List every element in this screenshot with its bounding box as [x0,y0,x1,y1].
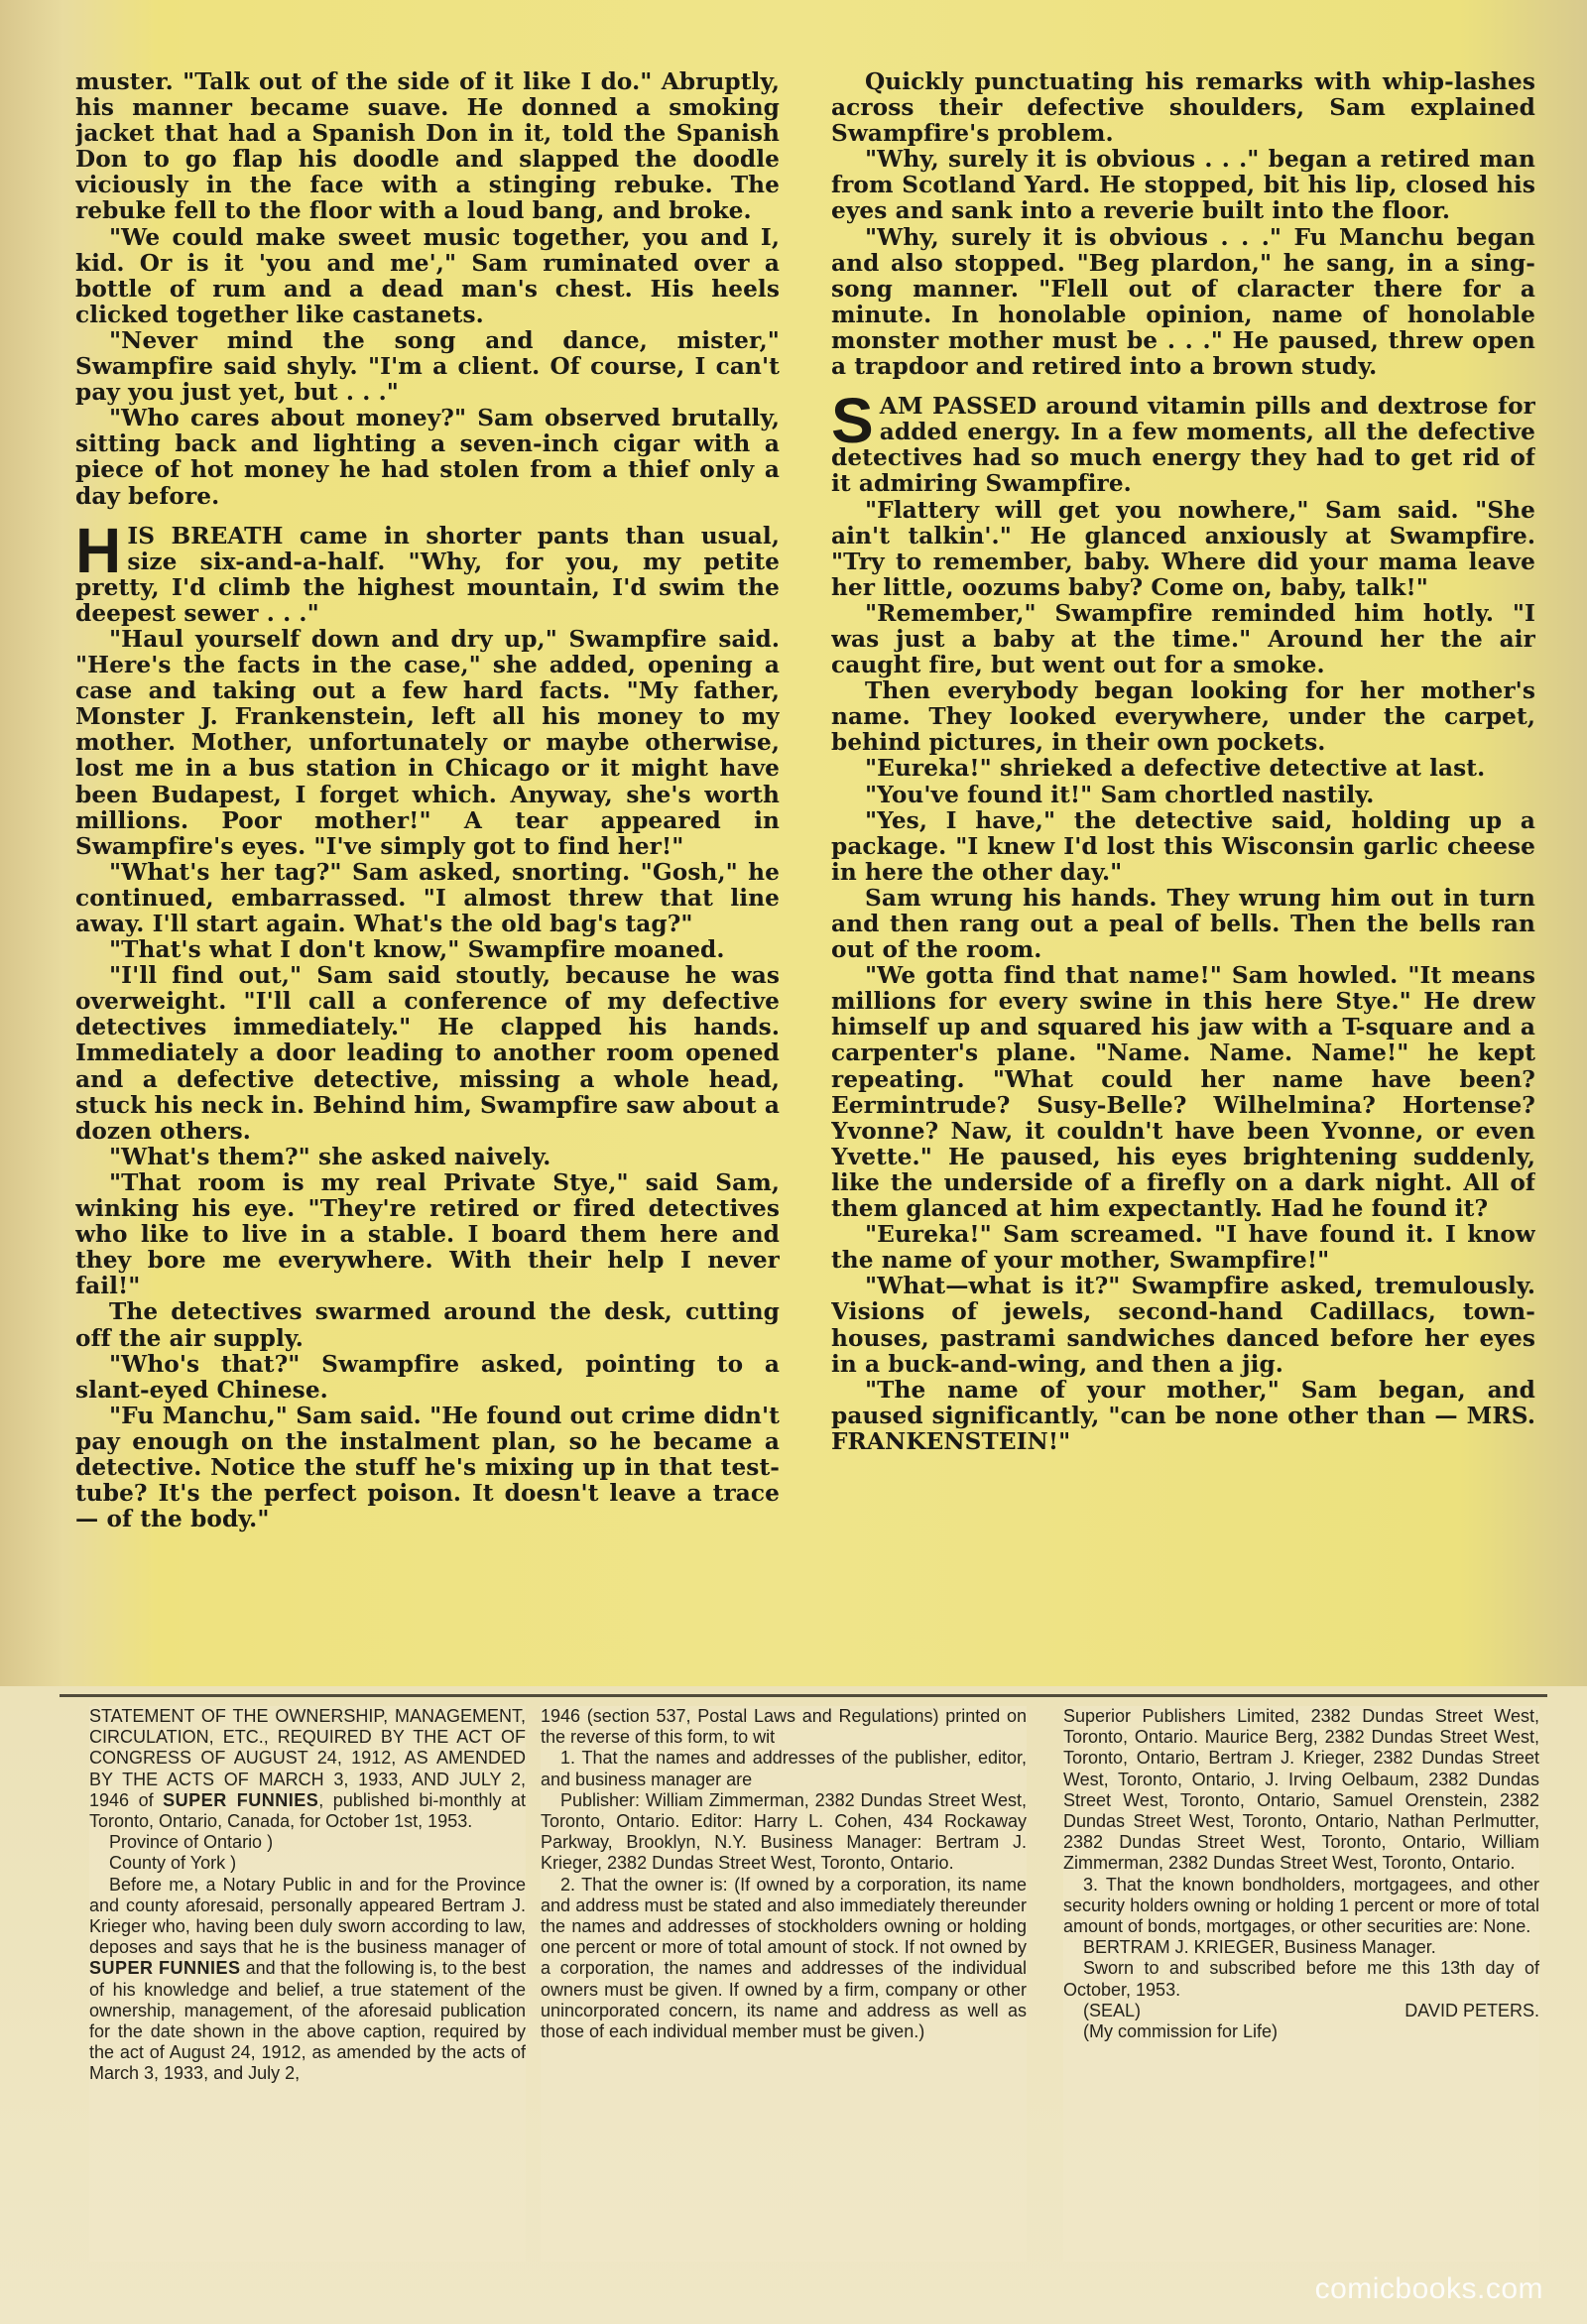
paragraph: "What's her tag?" Sam asked, snorting. "Gosh," he continued, embarrassed. "I almost threw that line away. I'll start again. What's the old bag's tag?" [75,858,780,937]
paragraph: Then everybody began looking for her mother's name. They looked everywhere, under the carpet, behind pictures, in their own pockets. [831,677,1535,757]
ownership-statement-column-2 [541,1706,1027,2262]
paragraph: "Why, surely it is obvious . . ." began a retired man from Scotland Yard. He stopped, bit his lip, closed his eyes and sank into a reverie built into the floor. [831,146,1535,225]
seal-line [1063,2001,1539,2021]
province-line: Province of Ontario ) [109,1832,274,1853]
statement-paragraph: 3. That the known bondholders, mortgagees, and other security holders owning or holding 1 percent or more of total amount of bonds, mortgages, or other securities are: None. [1063,1874,1539,1937]
paragraph: "Haul yourself down and dry up," Swampfire said. "Here's the facts in the case," she added, opening a case and taking out a few hard facts. "My father, Monster J. Frankenstein, left all his money to my mother. Mother, unfortunately or maybe otherwise, lost me in a bus station in Chicago or it might have been Budapest, I forget which. Anyway, she's worth millions. Poor mother!" A tear appeared in Swampfire's eyes. "I've simply got to find her!" [75,625,780,860]
paragraph: "Flattery will get you nowhere," Sam said. "She ain't talkin'." He glanced anxiously at Swampfire. "Try to remember, baby. Where did your mama leave her little, oozums baby? Come on, baby, talk!" [831,496,1535,601]
story-column-right [831,69,1535,1686]
publication-title: SUPER FUNNIES [163,1789,319,1810]
paragraph: "Why, surely it is obvious . . ." Fu Manchu began and also stopped. "Beg plardon," he sang, in a sing-song manner. "Flell out of claracter there for a minute. In honolable opinion, name of honolable monster mother must be . . ." He paused, threw open a trapdoor and retired into a brown study. [831,223,1535,381]
paragraph: "I'll find out," Sam said stoutly, because he was overweight. "I'll call a conference of my defective detectives immediately." He clapped his hands. Immediately a door leading to another room opened and a defective detective, missing a whole head, stuck his neck in. Behind him, Swampfire saw about a dozen others. [75,962,780,1145]
paragraph: "Remember," Swampfire reminded him hotly. "I was just a baby at the time." Around her the air caught fire, but went out for a smoke. [831,599,1535,679]
signature-line: BERTRAM J. KRIEGER, Business Manager. [1083,1937,1436,1958]
paragraph: "Eureka!" Sam screamed. "I have found it. I know the name of your mother, Swampfire!" [831,1221,1535,1275]
statement-paragraph: Publisher: William Zimmerman, 2382 Dundas Street West, Toronto, Ontario. Editor: Harry L. Cohen, 434 Rockaway Parkway, Brooklyn, N.Y. Business Manager: Bertram J. Krieger, 2382 Dundas Street West, Toronto, Ontario. [541,1789,1027,1874]
statement-paragraph [89,1875,526,2085]
ownership-statement-column-1 [89,1706,526,2262]
paragraph: "Who cares about money?" Sam observed brutally, sitting back and lighting a seven-inch cigar with a piece of hot money he had stolen from a thief only a day before. [75,405,780,510]
commission-line: (My commission for Life) [1083,2021,1279,2042]
paragraph-text: IS BREATH came in shorter pants than usual, size six-and-a-half. "Why, for you, my petite pretty, I'd climb the highest mountain, I'd swim the deepest sewer . . ." [75,522,780,627]
statement-paragraph: 1. That the names and addresses of the publisher, editor, and business manager are [541,1748,1027,1789]
site-watermark: comicbooks.com [1314,2272,1543,2305]
section-start-paragraph [75,514,780,627]
paragraph: "Eureka!" shrieked a defective detective at last. [865,755,1486,783]
paragraph: Quickly punctuating his remarks with whip-lashes across their defective shoulders, Sam explained Swampfire's problem. [831,69,1535,148]
statement-heading-text: STATEMENT OF THE OWNERSHIP, MANAGEMENT, CIRCULATION, ETC., REQUIRED BY THE ACT OF CONGRESS OF AUGUST 24, 1912, AS AMENDED BY THE ACTS OF MARCH 3, 1933, AND JULY 2, 1946 of [89,1706,526,1810]
paragraph: "Yes, I have," the detective said, holding up a package. "I knew I'd lost this Wisconsin garlic cheese in here the other day." [831,806,1535,886]
divider [60,1694,1547,1697]
paragraph-text: AM PASSED around vitamin pills and dextrose for added energy. In a few moments, all the defective detectives had so much energy they had to get rid of it admiring Swampfire. [831,393,1535,498]
paragraph: "We could make sweet music together, you and I, kid. Or is it 'you and me'," Sam ruminated over a bottle of rum and a dead man's chest. His heels clicked together like castanets. [75,223,780,328]
statement-text: and that the following is, to the best of his knowledge and belief, a true statement of the ownership, management, of the aforesaid publication for the date shown in the above caption, required by the act of August 24, 1912, as amended by the acts of March 3, 1933, and July 2, [89,1958,526,2084]
paragraph: "That's what I don't know," Swampfire moaned. [109,936,725,964]
paragraph: "Fu Manchu," Sam said. "He found out crime didn't pay enough on the instalment plan, so he became a detective. Notice the stuff he's mixing up in that test-tube? It's the perfect poison. It doesn't leave a trace — of the body." [75,1402,780,1533]
ownership-statement-column-3 [1063,1706,1539,2262]
seal-label: (SEAL) [1083,2000,1142,2020]
statement-text: , published bi-monthly at Toronto, Ontario, Canada, for October 1st, 1953. [89,1789,526,1832]
statement-paragraph: Superior Publishers Limited, 2382 Dundas Street West, Toronto, Ontario. Maurice Berg, 2382 Dundas Street West, Toronto, Ontario, Bertram J. Krieger, 2382 Dundas Street West, Toronto, Ontario, J. Irving Oelbaum, 2382 Dundas Street West, Toronto, Ontario, Samuel Orenstein, 2382 Dundas Street West, Toronto, Ontario, Nathan Perlmutter, 2382 Dundas Street West, Toronto, Ontario, William Zimmerman, 2382 Dundas Street West, Toronto, Ontario. [1063,1706,1539,1874]
paragraph: "Who's that?" Swampfire asked, pointing to a slant-eyed Chinese. [75,1350,780,1404]
paragraph: "The name of your mother," Sam began, and paused significantly, "can be none other than — MRS. FRANKENSTEIN!" [831,1376,1535,1455]
paragraph: "That room is my real Private Stye," said Sam, winking his eye. "They're retired or fired detectives who like to live in a stable. I board them here and they bore me everywhere. With their help I never fail!" [75,1168,780,1300]
statement-paragraph: 2. That the owner is: (If owned by a corporation, its name and address must be stated and also immediately thereunder the names and addresses of stockholders owning or holding one percent or more of total amount of stock. If not owned by a corporation, the names and addresses of the individual owners must be given. If owned by a firm, company or other unincorporated concern, its name and address as well as those of each individual member must be given.) [541,1874,1027,2042]
county-line: County of York ) [109,1853,237,1874]
story-column-left [75,69,780,1686]
statement-heading [89,1706,526,1832]
paragraph: Sam wrung his hands. They wrung him out in turn and then rang out a peal of bells. Then the bells ran out of the room. [831,884,1535,964]
statement-paragraph: Sworn to and subscribed before me this 13th day of October, 1953. [1063,1958,1539,2000]
paragraph: muster. "Talk out of the side of it like I do." Abruptly, his manner became suave. He donned a smoking jacket that had a Spanish Don in it, told the Spanish Don to go flap his doodle and slapped the doodle viciously in the face with a stinging rebuke. The rebuke fell to the floor with a loud bang, and broke. [75,69,780,225]
statement-text: Before me, a Notary Public in and for the Province and county aforesaid, personally appeared Bertram J. Krieger who, having been duly sworn according to law, deposes and says that he is the business manager of [89,1874,526,1958]
paragraph: "You've found it!" Sam chortled nastily. [865,781,1375,808]
statement-paragraph: 1946 (section 537, Postal Laws and Regulations) printed on the reverse of this form, to wit [541,1706,1027,1748]
paragraph: "What's them?" she asked naively. [109,1143,551,1170]
paragraph: The detectives swarmed around the desk, cutting off the air supply. [75,1298,780,1352]
publication-title: SUPER FUNNIES [89,1958,241,1979]
paragraph: "What—what is it?" Swampfire asked, tremulously. Visions of jewels, second-hand Cadillacs, town-houses, pastrami sandwiches danced before her eyes in a buck-and-wing, and then a jig. [831,1273,1535,1378]
drop-cap: S [831,385,874,457]
drop-cap: H [75,514,122,586]
notary-name: DAVID PETERS. [1404,2000,1539,2020]
section-start-paragraph [831,385,1535,498]
paragraph: "We gotta find that name!" Sam howled. "It means millions for every swine in this here Stye." He drew himself up and squared his jaw with a T-square and a carpenter's plane. "Name. Name. Name!" he kept repeating. "What could her name have been? Eermintrude? Susy-Belle? Wilhelmina? Hortense? Yvonne? Naw, it couldn't have been Yvonne, or even Yvette." He paused, his eyes brightening suddenly, like the underside of a firefly on a dark night. All of them glanced at him expectantly. Had he found it? [831,962,1535,1223]
paragraph: "Never mind the song and dance, mister," Swampfire said shyly. "I'm a client. Of course, I can't pay you just yet, but . . ." [75,326,780,407]
